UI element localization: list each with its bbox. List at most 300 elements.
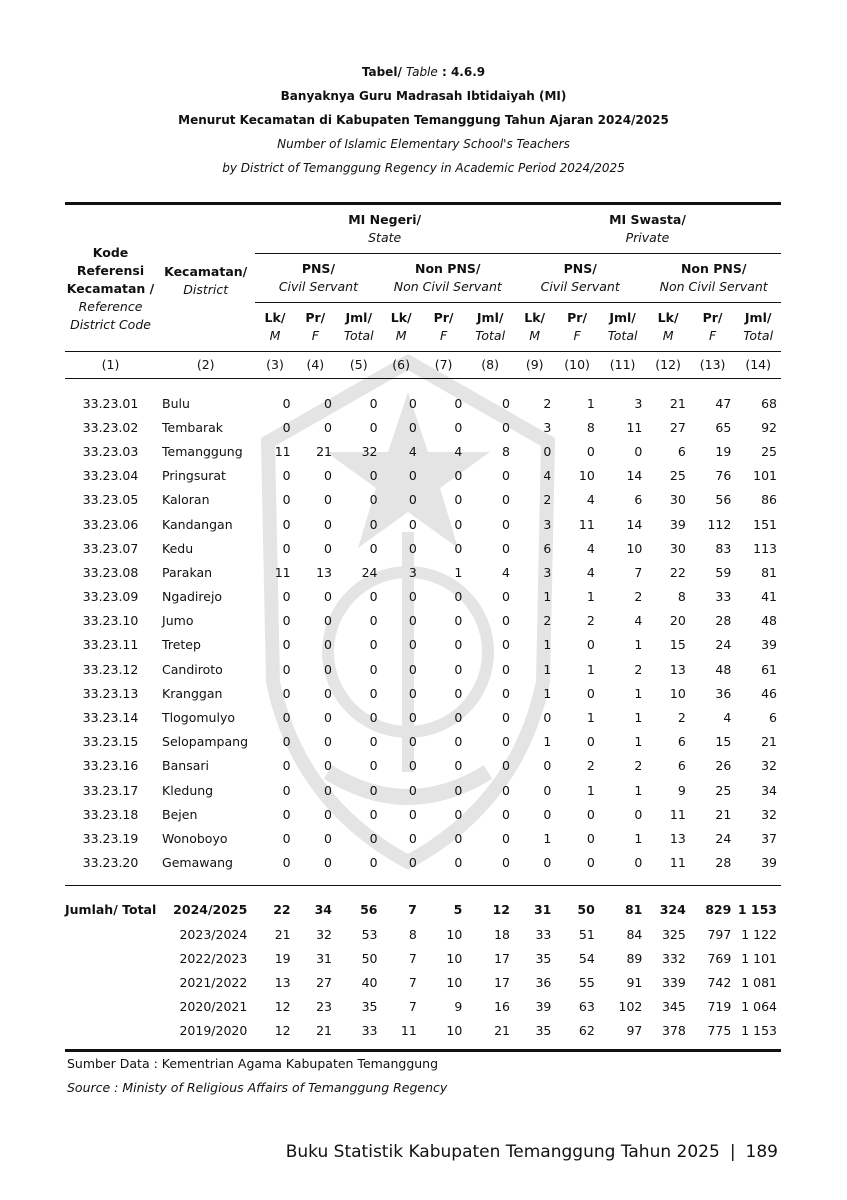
value-cell: 0 xyxy=(282,758,291,774)
value-cell: 0 xyxy=(282,468,291,484)
value-cell: 0 xyxy=(369,468,378,484)
value-cell: 0 xyxy=(502,830,510,846)
value-cell: 0 xyxy=(324,395,332,411)
value-cell: 32 xyxy=(761,758,777,774)
table-row xyxy=(65,730,781,754)
value-cell: 0 xyxy=(454,782,463,798)
value-cell: 4 xyxy=(454,443,463,459)
value-cell: 0 xyxy=(502,613,510,629)
district-name: Kandangan xyxy=(162,516,233,532)
table-row xyxy=(65,657,781,681)
value-cell: 0 xyxy=(502,516,510,532)
value-cell: 0 xyxy=(324,830,332,846)
value-cell: 0 xyxy=(543,443,552,459)
value-cell: 0 xyxy=(454,734,463,750)
value-cell: 2 xyxy=(586,758,595,774)
value-cell: 32 xyxy=(361,443,378,459)
value-cell: 0 xyxy=(324,613,332,629)
value-cell: 30 xyxy=(669,492,686,508)
value-cell: 2 xyxy=(634,589,643,605)
spacer-row xyxy=(65,875,781,886)
total-value-cell: 1 153 xyxy=(737,902,777,918)
value-cell: 47 xyxy=(715,395,732,411)
header-pr: Pr/ F xyxy=(702,310,723,343)
total-value-cell: 7 xyxy=(408,974,417,990)
value-cell: 37 xyxy=(761,830,777,846)
value-cell: 0 xyxy=(408,855,417,871)
value-cell: 113 xyxy=(753,540,777,556)
value-cell: 13 xyxy=(669,830,686,846)
table-title xyxy=(0,60,847,180)
value-cell: 0 xyxy=(282,613,291,629)
district-name: Jumo xyxy=(162,613,194,629)
total-value-cell: 332 xyxy=(661,950,686,966)
value-cell: 8 xyxy=(502,443,510,459)
value-cell: 14 xyxy=(626,516,643,532)
table-row xyxy=(65,851,781,875)
value-cell: 2 xyxy=(634,661,643,677)
column-number: (7) xyxy=(421,352,467,379)
value-cell: 0 xyxy=(586,830,595,846)
value-cell: 0 xyxy=(454,758,463,774)
title-number: : 4.6.9 xyxy=(441,65,486,79)
title-line-2: Menurut Kecamatan di Kabupaten Temanggung Tahun Ajaran 2024/2025 xyxy=(178,113,669,127)
value-cell: 21 xyxy=(761,734,777,750)
total-value-cell: 12 xyxy=(274,999,291,1015)
value-cell: 0 xyxy=(454,613,463,629)
value-cell: 65 xyxy=(715,419,732,435)
title-label-id: Tabel/ xyxy=(361,65,402,79)
value-cell: 8 xyxy=(677,589,686,605)
total-year: 2023/2024 xyxy=(179,926,248,942)
district-name: Pringsurat xyxy=(162,468,226,484)
value-cell: 0 xyxy=(454,492,463,508)
value-cell: 0 xyxy=(408,758,417,774)
value-cell: 8 xyxy=(586,419,595,435)
value-cell: 6 xyxy=(769,710,777,726)
value-cell: 6 xyxy=(677,758,686,774)
value-cell: 0 xyxy=(454,516,463,532)
value-cell: 0 xyxy=(282,806,291,822)
value-cell: 83 xyxy=(715,540,732,556)
value-cell: 22 xyxy=(669,564,686,580)
value-cell: 0 xyxy=(543,758,552,774)
total-value-cell: 1 153 xyxy=(741,1023,777,1039)
value-cell: 0 xyxy=(324,540,332,556)
header-lk: Lk/ M xyxy=(264,310,286,343)
value-cell: 0 xyxy=(408,492,417,508)
total-value-cell: 81 xyxy=(624,902,643,918)
value-cell: 0 xyxy=(454,710,463,726)
table-row xyxy=(65,488,781,512)
value-cell: 6 xyxy=(543,540,552,556)
header-jml: Jml/ Total xyxy=(343,310,374,343)
header-pr: Pr/ F xyxy=(433,310,454,343)
value-cell: 6 xyxy=(677,734,686,750)
value-cell: 0 xyxy=(543,806,552,822)
value-cell: 0 xyxy=(634,806,643,822)
value-cell: 59 xyxy=(715,564,732,580)
teachers-table-wrapper xyxy=(65,202,781,1052)
value-cell: 39 xyxy=(669,516,686,532)
value-cell: 0 xyxy=(282,855,291,871)
value-cell: 9 xyxy=(677,782,686,798)
district-code: 33.23.13 xyxy=(82,685,139,701)
column-number: (1) xyxy=(65,352,156,379)
value-cell: 0 xyxy=(369,395,378,411)
total-value-cell: 1 122 xyxy=(741,926,777,942)
value-cell: 0 xyxy=(502,685,510,701)
district-code: 33.23.17 xyxy=(82,782,139,798)
value-cell: 3 xyxy=(543,419,552,435)
value-cell: 2 xyxy=(543,395,552,411)
column-number: (9) xyxy=(514,352,555,379)
value-cell: 0 xyxy=(369,661,378,677)
value-cell: 0 xyxy=(369,734,378,750)
value-cell: 0 xyxy=(586,734,595,750)
district-code: 33.23.03 xyxy=(82,443,139,459)
value-cell: 36 xyxy=(715,685,732,701)
value-cell: 1 xyxy=(586,782,595,798)
value-cell: 0 xyxy=(324,419,332,435)
value-cell: 0 xyxy=(369,419,378,435)
total-value-cell: 1 081 xyxy=(741,974,777,990)
total-value-cell: 56 xyxy=(360,902,378,918)
district-code: 33.23.11 xyxy=(82,637,139,653)
value-cell: 0 xyxy=(454,468,463,484)
district-name: Kedu xyxy=(162,540,194,556)
value-cell: 13 xyxy=(669,661,686,677)
value-cell: 46 xyxy=(761,685,777,701)
total-value-cell: 12 xyxy=(274,1023,291,1039)
total-value-cell: 33 xyxy=(361,1023,378,1039)
total-value-cell: 10 xyxy=(446,950,463,966)
total-value-cell: 345 xyxy=(661,999,686,1015)
value-cell: 0 xyxy=(324,589,332,605)
total-value-cell: 325 xyxy=(661,926,686,942)
value-cell: 2 xyxy=(543,613,552,629)
total-value-cell: 39 xyxy=(535,999,552,1015)
total-value-cell: 55 xyxy=(578,974,595,990)
value-cell: 0 xyxy=(408,637,417,653)
total-value-cell: 719 xyxy=(707,999,732,1015)
total-value-cell: 32 xyxy=(316,926,332,942)
value-cell: 28 xyxy=(715,613,732,629)
total-value-cell: 13 xyxy=(274,974,291,990)
value-cell: 0 xyxy=(324,806,332,822)
value-cell: 1 xyxy=(634,685,643,701)
table-row xyxy=(65,633,781,657)
value-cell: 0 xyxy=(369,830,378,846)
value-cell: 0 xyxy=(454,589,463,605)
total-rows xyxy=(65,885,781,1050)
value-cell: 0 xyxy=(408,710,417,726)
value-cell: 4 xyxy=(586,564,595,580)
total-row xyxy=(65,946,781,970)
value-cell: 0 xyxy=(586,855,595,871)
value-cell: 0 xyxy=(454,830,463,846)
total-value-cell: 10 xyxy=(446,1023,463,1039)
total-value-cell: 84 xyxy=(626,926,643,942)
district-code: 33.23.07 xyxy=(82,540,139,556)
value-cell: 4 xyxy=(543,468,552,484)
total-row xyxy=(65,970,781,994)
total-value-cell: 36 xyxy=(535,974,552,990)
total-value-cell: 16 xyxy=(494,999,510,1015)
value-cell: 0 xyxy=(324,710,332,726)
total-value-cell: 21 xyxy=(316,1023,332,1039)
value-cell: 2 xyxy=(543,492,552,508)
total-value-cell: 34 xyxy=(314,902,332,918)
value-cell: 0 xyxy=(369,540,378,556)
value-cell: 76 xyxy=(715,468,732,484)
table-row xyxy=(65,778,781,802)
district-name: Tembarak xyxy=(162,419,224,435)
value-cell: 0 xyxy=(586,685,595,701)
value-cell: 0 xyxy=(369,806,378,822)
value-cell: 0 xyxy=(282,637,291,653)
total-label xyxy=(65,946,156,970)
value-cell: 10 xyxy=(626,540,643,556)
total-year: 2019/2020 xyxy=(179,1023,248,1039)
value-cell: 2 xyxy=(586,613,595,629)
header-jml: Jml/ Total xyxy=(607,310,638,343)
value-cell: 27 xyxy=(669,419,686,435)
total-value-cell: 31 xyxy=(316,950,332,966)
total-value-cell: 63 xyxy=(578,999,595,1015)
table-row xyxy=(65,826,781,850)
title-line-4: by District of Temanggung Regency in Academic Period 2024/2025 xyxy=(222,161,625,175)
value-cell: 0 xyxy=(634,855,643,871)
value-cell: 11 xyxy=(626,419,643,435)
page-number: 189 xyxy=(745,1142,778,1162)
header-jml: Jml/ Total xyxy=(475,310,506,343)
value-cell: 11 xyxy=(578,516,595,532)
header-swasta-nonpns: Non PNS/ Non Civil Servant xyxy=(646,254,781,303)
value-cell: 0 xyxy=(369,855,378,871)
value-cell: 0 xyxy=(502,855,510,871)
value-cell: 28 xyxy=(715,855,732,871)
total-value-cell: 7 xyxy=(408,950,417,966)
district-name: Ngadirejo xyxy=(162,589,223,605)
district-name: Gemawang xyxy=(162,855,233,871)
value-cell: 86 xyxy=(761,492,777,508)
header-negeri-pns: PNS/ Civil Servant xyxy=(255,254,381,303)
total-value-cell: 23 xyxy=(316,999,332,1015)
value-cell: 2 xyxy=(634,758,643,774)
value-cell: 0 xyxy=(324,516,332,532)
value-cell: 0 xyxy=(324,685,332,701)
title-line-1: Banyaknya Guru Madrasah Ibtidaiyah (MI) xyxy=(280,89,567,103)
total-value-cell: 40 xyxy=(361,974,378,990)
value-cell: 15 xyxy=(669,637,686,653)
value-cell: 0 xyxy=(408,395,417,411)
district-name: Kranggan xyxy=(162,685,223,701)
district-code: 33.23.15 xyxy=(82,734,139,750)
total-value-cell: 50 xyxy=(361,950,378,966)
page-footer xyxy=(0,1142,778,1162)
district-code: 33.23.09 xyxy=(82,589,139,605)
header-jml: Jml/ Total xyxy=(743,310,774,343)
value-cell: 39 xyxy=(761,855,777,871)
value-cell: 1 xyxy=(543,830,552,846)
total-value-cell: 10 xyxy=(446,926,463,942)
total-value-cell: 18 xyxy=(494,926,510,942)
total-value-cell: 31 xyxy=(533,902,552,918)
header-mi-swasta: MI Swasta/ Private xyxy=(514,204,781,254)
total-value-cell: 378 xyxy=(661,1023,686,1039)
value-cell: 4 xyxy=(634,613,643,629)
total-value-cell: 91 xyxy=(626,974,643,990)
value-cell: 1 xyxy=(634,710,643,726)
value-cell: 39 xyxy=(761,637,777,653)
district-name: Kledung xyxy=(162,782,214,798)
value-cell: 1 xyxy=(634,637,643,653)
header-negeri-nonpns: Non PNS/ Non Civil Servant xyxy=(382,254,514,303)
total-value-cell: 797 xyxy=(707,926,732,942)
value-cell: 32 xyxy=(761,806,777,822)
value-cell: 0 xyxy=(324,758,332,774)
value-cell: 0 xyxy=(282,710,291,726)
value-cell: 0 xyxy=(369,758,378,774)
total-value-cell: 17 xyxy=(494,974,510,990)
total-value-cell: 22 xyxy=(273,902,291,918)
value-cell: 1 xyxy=(454,564,463,580)
header-lk: Lk/ M xyxy=(524,310,546,343)
value-cell: 0 xyxy=(502,782,510,798)
total-value-cell: 27 xyxy=(316,974,332,990)
total-row xyxy=(65,898,781,922)
value-cell: 0 xyxy=(586,443,595,459)
value-cell: 0 xyxy=(324,492,332,508)
value-cell: 0 xyxy=(282,830,291,846)
value-cell: 48 xyxy=(715,661,732,677)
table-bottom-rule xyxy=(65,1043,781,1051)
header-swasta-pns: PNS/ Civil Servant xyxy=(514,254,646,303)
value-cell: 34 xyxy=(761,782,777,798)
district-code: 33.23.06 xyxy=(82,516,139,532)
value-cell: 24 xyxy=(361,564,378,580)
value-cell: 33 xyxy=(715,589,732,605)
district-rows xyxy=(65,379,781,886)
value-cell: 101 xyxy=(753,468,777,484)
value-cell: 0 xyxy=(502,637,510,653)
value-cell: 56 xyxy=(715,492,732,508)
value-cell: 11 xyxy=(669,855,686,871)
value-cell: 21 xyxy=(316,443,332,459)
column-number: (4) xyxy=(295,352,336,379)
table-row xyxy=(65,512,781,536)
value-cell: 1 xyxy=(543,661,552,677)
value-cell: 10 xyxy=(669,685,686,701)
header-lk: Lk/ M xyxy=(390,310,412,343)
value-cell: 3 xyxy=(543,516,552,532)
column-number: (6) xyxy=(382,352,421,379)
column-number: (10) xyxy=(555,352,598,379)
value-cell: 48 xyxy=(761,613,777,629)
title-line-3: Number of Islamic Elementary School's Teachers xyxy=(277,137,570,151)
value-cell: 20 xyxy=(669,613,686,629)
district-name: Temanggung xyxy=(162,443,243,459)
total-year: 2021/2022 xyxy=(179,974,248,990)
table-row xyxy=(65,560,781,584)
value-cell: 1 xyxy=(543,637,552,653)
value-cell: 24 xyxy=(715,830,732,846)
total-value-cell: 1 101 xyxy=(741,950,777,966)
value-cell: 4 xyxy=(586,492,595,508)
district-code: 33.23.19 xyxy=(82,830,139,846)
value-cell: 0 xyxy=(282,589,291,605)
total-value-cell: 8 xyxy=(408,926,417,942)
total-row xyxy=(65,1019,781,1043)
value-cell: 1 xyxy=(543,589,552,605)
value-cell: 0 xyxy=(502,710,510,726)
value-cell: 3 xyxy=(408,564,417,580)
value-cell: 0 xyxy=(408,782,417,798)
total-label xyxy=(65,970,156,994)
total-value-cell: 775 xyxy=(707,1023,732,1039)
value-cell: 1 xyxy=(586,661,595,677)
value-cell: 21 xyxy=(669,395,686,411)
value-cell: 0 xyxy=(369,782,378,798)
total-value-cell: 35 xyxy=(535,1023,552,1039)
value-cell: 1 xyxy=(634,830,643,846)
district-name: Candiroto xyxy=(162,661,223,677)
value-cell: 15 xyxy=(715,734,732,750)
value-cell: 61 xyxy=(761,661,777,677)
title-label-en: Table xyxy=(406,65,438,79)
district-code: 33.23.16 xyxy=(82,758,139,774)
value-cell: 0 xyxy=(454,855,463,871)
value-cell: 30 xyxy=(669,540,686,556)
table-row xyxy=(65,609,781,633)
value-cell: 0 xyxy=(324,782,332,798)
value-cell: 0 xyxy=(408,830,417,846)
total-label xyxy=(65,922,156,946)
value-cell: 0 xyxy=(324,661,332,677)
value-cell: 0 xyxy=(454,685,463,701)
district-name: Bejen xyxy=(162,806,198,822)
spacer-row xyxy=(65,379,781,392)
table-row xyxy=(65,391,781,415)
total-value-cell: 829 xyxy=(705,902,732,918)
total-value-cell: 35 xyxy=(361,999,378,1015)
value-cell: 0 xyxy=(408,806,417,822)
total-value-cell: 53 xyxy=(361,926,378,942)
column-number: (5) xyxy=(336,352,382,379)
value-cell: 112 xyxy=(707,516,732,532)
source-en: Source : Ministy of Religious Affairs of Temanggung Regency xyxy=(67,1080,448,1095)
value-cell: 4 xyxy=(723,710,732,726)
district-code: 33.23.12 xyxy=(82,661,139,677)
table-row xyxy=(65,585,781,609)
district-code: 33.23.05 xyxy=(82,492,139,508)
total-label: Jumlah/ Total xyxy=(65,902,157,918)
total-value-cell: 9 xyxy=(454,999,463,1015)
value-cell: 0 xyxy=(454,661,463,677)
district-code: 33.23.01 xyxy=(82,395,139,411)
value-cell: 11 xyxy=(274,443,291,459)
value-cell: 4 xyxy=(586,540,595,556)
value-cell: 0 xyxy=(502,492,510,508)
value-cell: 0 xyxy=(282,540,291,556)
total-year: 2024/2025 xyxy=(173,902,248,918)
table-row xyxy=(65,536,781,560)
value-cell: 0 xyxy=(369,516,378,532)
total-value-cell: 89 xyxy=(626,950,643,966)
value-cell: 0 xyxy=(282,782,291,798)
district-name: Tlogomulyo xyxy=(162,710,235,726)
